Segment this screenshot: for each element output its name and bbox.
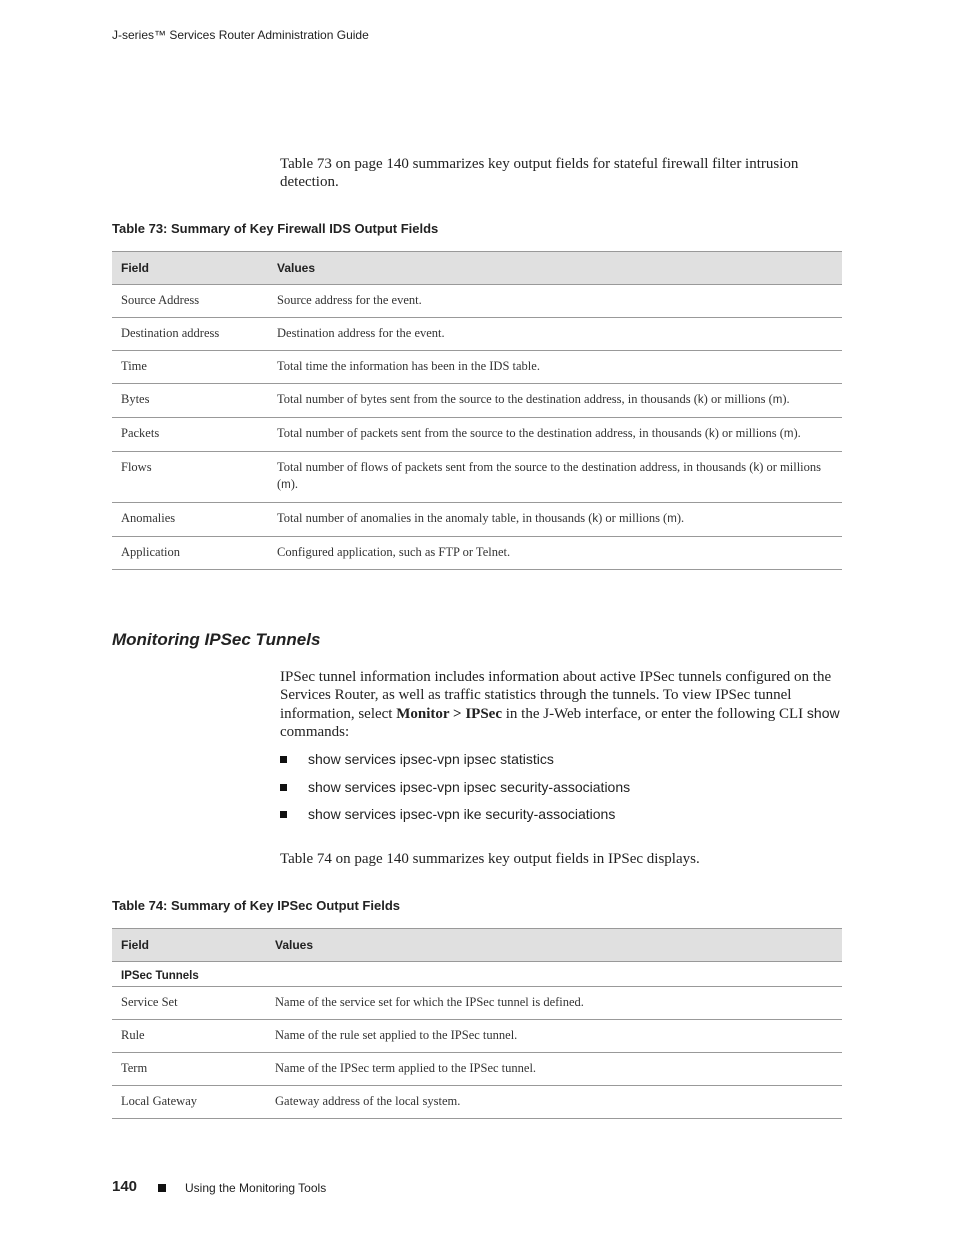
field-cell: Destination address xyxy=(112,318,268,351)
value-cell: Name of the service set for which the IPSec tunnel is defined. xyxy=(266,987,842,1020)
value-text: ). xyxy=(676,511,685,525)
footer-square-icon xyxy=(158,1184,166,1192)
list-item xyxy=(280,750,630,778)
field-cell: Term xyxy=(112,1053,266,1086)
unit-k: k xyxy=(592,513,599,525)
field-cell: Rule xyxy=(112,1020,266,1053)
value-text: ) or millions ( xyxy=(703,392,773,406)
command-list xyxy=(280,750,630,833)
value-cell: Destination address for the event. xyxy=(268,318,842,351)
value-cell xyxy=(268,418,842,452)
field-cell: Anomalies xyxy=(112,503,268,537)
value-text: ) or millions ( xyxy=(714,426,784,440)
value-text: ) or millions ( xyxy=(277,460,822,491)
bullet-square-icon xyxy=(280,784,287,791)
table-row xyxy=(112,384,842,418)
value-text: Total number of packets sent from the source to the destination address, in thousands ( xyxy=(277,426,710,440)
table-row xyxy=(112,503,842,537)
value-cell: Name of the IPSec term applied to the IPSec tunnel. xyxy=(266,1053,842,1086)
table-row xyxy=(112,452,842,503)
unit-m: m xyxy=(772,394,783,406)
intro-paragraph: Table 73 on page 140 summarizes key output fields for stateful firewall filter intrusion detection. xyxy=(280,156,799,190)
field-cell: Application xyxy=(112,537,268,570)
value-text: ) or millions ( xyxy=(598,511,668,525)
paragraph-text: in the J-Web interface, or enter the following CLI xyxy=(501,706,807,722)
unit-k: k xyxy=(697,394,704,406)
table-row xyxy=(112,987,842,1020)
value-cell: Name of the rule set applied to the IPSec tunnel. xyxy=(266,1020,842,1053)
command-text: show services ipsec-vpn ike security-associations xyxy=(308,806,616,822)
paragraph-text: IPSec tunnel information includes information about active IPSec tunnels configured on the Services Router, as well as traffic statistics through the tunnels. To view IPSec tunnel information, select xyxy=(280,669,832,722)
unit-k: k xyxy=(753,462,760,474)
value-text: Total number of flows of packets sent from the source to the destination address, in thousands ( xyxy=(277,460,754,474)
section-heading: Monitoring IPSec Tunnels xyxy=(112,630,321,649)
value-cell xyxy=(268,384,842,418)
value-text: ). xyxy=(793,426,801,440)
field-cell: Time xyxy=(112,351,268,384)
table-row xyxy=(112,418,842,452)
command-text: show services ipsec-vpn ipsec statistics xyxy=(308,751,554,767)
list-item xyxy=(280,778,630,806)
value-cell: Configured application, such as FTP or Telnet. xyxy=(268,537,842,570)
ipsec-output-table xyxy=(112,928,842,1119)
table-subheading: IPSec Tunnels xyxy=(112,962,842,987)
value-cell xyxy=(268,503,842,537)
table-74-reference: Table 74 on page 140 summarizes key output fields in IPSec displays. xyxy=(280,851,700,867)
list-item xyxy=(280,805,630,833)
ipsec-intro-paragraph xyxy=(280,668,844,741)
column-header-field: Field xyxy=(112,929,266,962)
column-header-values: Values xyxy=(266,929,842,962)
field-cell: Service Set xyxy=(112,987,266,1020)
paragraph-text: commands: xyxy=(280,724,350,740)
table-row xyxy=(112,537,842,570)
table-row xyxy=(112,1086,842,1119)
column-header-values: Values xyxy=(268,252,842,285)
table-row xyxy=(112,318,842,351)
menu-path: Monitor > IPSec xyxy=(396,706,502,722)
unit-m: m xyxy=(783,428,794,440)
value-cell: Gateway address of the local system. xyxy=(266,1086,842,1119)
table-row xyxy=(112,285,842,318)
column-header-field: Field xyxy=(112,252,268,285)
field-cell: Bytes xyxy=(112,384,268,418)
table-row xyxy=(112,1053,842,1086)
value-cell: Total time the information has been in the IDS table. xyxy=(268,351,842,384)
value-cell: Source address for the event. xyxy=(268,285,842,318)
table-header-row xyxy=(112,929,842,962)
firewall-ids-table xyxy=(112,251,842,570)
table-row xyxy=(112,1020,842,1053)
table-header-row xyxy=(112,252,842,285)
value-cell xyxy=(268,452,842,503)
table-row xyxy=(112,351,842,384)
unit-m: m xyxy=(667,513,677,525)
unit-m: m xyxy=(281,479,291,491)
command-text: show services ipsec-vpn ipsec security-associations xyxy=(308,778,631,795)
value-text: ). xyxy=(290,477,299,491)
field-cell: Local Gateway xyxy=(112,1086,266,1119)
cli-command-inline: show xyxy=(806,705,840,721)
page-number: 140 xyxy=(112,1178,138,1195)
field-cell: Flows xyxy=(112,452,268,503)
value-text: Total number of anomalies in the anomaly table, in thousands ( xyxy=(277,511,593,525)
value-text: Total number of bytes sent from the source to the destination address, in thousands ( xyxy=(277,392,698,406)
value-text: ). xyxy=(782,392,790,406)
field-cell: Source Address xyxy=(112,285,268,318)
bullet-square-icon xyxy=(280,811,287,818)
table-73-caption: Table 73: Summary of Key Firewall IDS Output Fields xyxy=(112,221,439,236)
running-header: J-series™ Services Router Administration Guide xyxy=(112,28,369,42)
field-cell: Packets xyxy=(112,418,268,452)
bullet-square-icon xyxy=(280,756,287,763)
table-subheading-row xyxy=(112,962,842,987)
footer-chapter-title: Using the Monitoring Tools xyxy=(185,1181,327,1195)
unit-k: k xyxy=(709,428,715,440)
table-74-caption: Table 74: Summary of Key IPSec Output Fields xyxy=(112,898,400,913)
